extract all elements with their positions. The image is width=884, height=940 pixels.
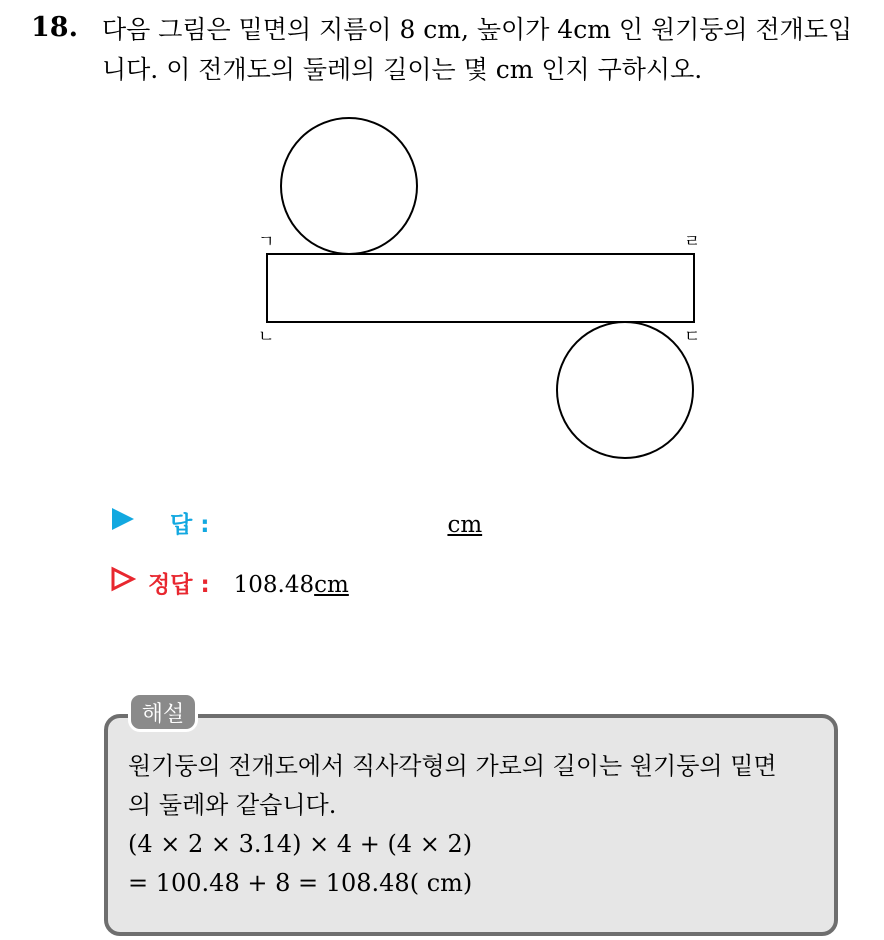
answer-row [110, 506, 482, 539]
answer-label: 답 : [170, 512, 210, 538]
corner-label-top-right: ㄹ [684, 232, 701, 252]
correct-answer-label: 정답 : [148, 572, 210, 598]
play-triangle-icon [110, 506, 136, 536]
side-rectangle [267, 254, 694, 322]
correct-answer-value: 108.48 [233, 572, 315, 598]
top-base-circle [281, 118, 417, 254]
explanation-line: 원기둥의 전개도에서 직사각형의 가로의 길이는 원기둥의 밑면 [128, 752, 777, 780]
explanation-tag: 해설 [128, 692, 198, 732]
question-number: 18. [31, 12, 78, 43]
explanation-line: (4 × 2 × 3.14) × 4 + (4 × 2) [128, 830, 473, 858]
corner-label-top-left: ㄱ [258, 232, 275, 252]
correct-answer-row [110, 566, 349, 599]
explanation-body [128, 747, 828, 903]
explanation-line: = 100.48 + 8 = 108.48( cm) [128, 869, 473, 897]
outline-triangle-icon [110, 566, 136, 596]
question-text: 다음 그림은 밑면의 지름이 8 cm, 높이가 4cm 인 원기둥의 전개도입 니다. 이 전개도의 둘레의 길이는 몇 cm 인지 구하시오. [102, 15, 853, 84]
correct-answer-unit: cm [314, 572, 349, 598]
explanation-line: 의 둘레와 같습니다. [128, 791, 337, 819]
bottom-base-circle [557, 322, 693, 458]
corner-label-bottom-left: ㄴ [258, 327, 275, 347]
corner-label-bottom-right: ㄷ [684, 327, 701, 347]
answer-unit: cm [447, 512, 483, 538]
